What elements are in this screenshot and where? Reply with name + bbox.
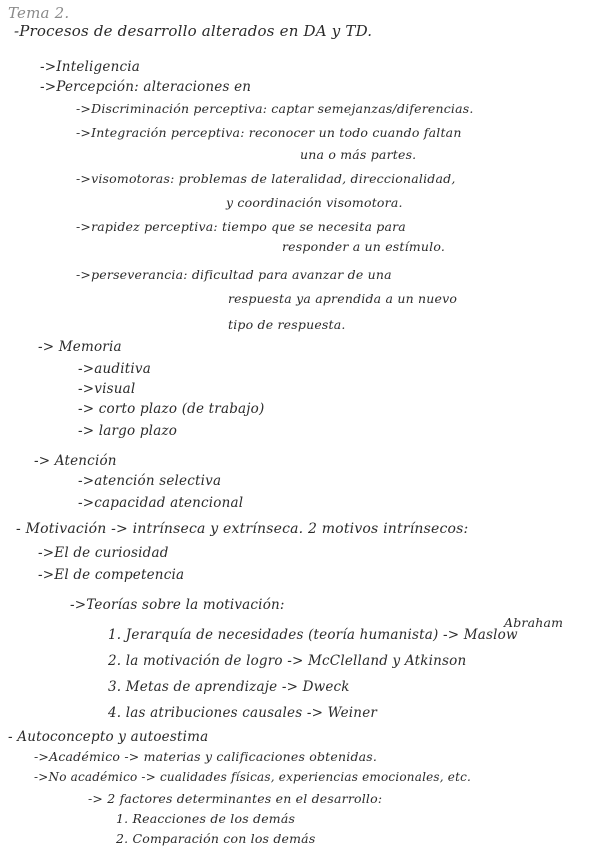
item-memoria: -> Memoria: [38, 339, 122, 355]
atencion-selectiva: ->atención selectiva: [78, 473, 222, 489]
memoria-corto-plazo: -> corto plazo (de trabajo): [78, 401, 265, 417]
maslow-first-name: Abraham: [504, 615, 564, 630]
teoria-weiner: 4. las atribuciones causales -> Weiner: [108, 705, 378, 721]
autoconcepto-no-academico: ->No académico -> cualidades físicas, experiencias emocionales, etc.: [34, 770, 472, 784]
subitem-visomotoras: ->visomotoras: problemas de lateralidad, direccionalidad,: [76, 171, 456, 186]
heading-motivacion: - Motivación -> intrínseca y extrínseca. 2 motivos intrínsecos:: [16, 521, 469, 537]
teoria-maslow: 1. Jerarquía de necesidades (teoría humanista) -> Maslow: [108, 627, 518, 643]
factor-reacciones: 1. Reacciones de los demás: [116, 811, 296, 826]
motivo-curiosidad: ->El de curiosidad: [38, 545, 169, 561]
teoria-dweck: 3. Metas de aprendizaje -> Dweck: [108, 679, 350, 695]
autoconcepto-academico: ->Académico -> materias y calificaciones obtenidas.: [34, 749, 378, 764]
item-percepcion: ->Percepción: alteraciones en: [40, 79, 252, 95]
subitem-rapidez-cont: responder a un estímulo.: [282, 239, 446, 254]
subitem-perseverancia-cont: respuesta ya aprendida a un nuevo: [228, 291, 458, 306]
motivo-competencia: ->El de competencia: [38, 567, 185, 583]
subitem-integracion-cont: una o más partes.: [300, 147, 417, 162]
memoria-largo-plazo: -> largo plazo: [78, 423, 178, 439]
factor-comparacion: 2. Comparación con los demás: [116, 831, 316, 846]
subitem-visomotoras-cont: y coordinación visomotora.: [226, 195, 403, 210]
memoria-visual: ->visual: [78, 381, 136, 397]
memoria-auditiva: ->auditiva: [78, 361, 151, 377]
item-atencion: -> Atención: [34, 453, 117, 469]
teoria-mcclelland: 2. la motivación de logro -> McClelland y Atkinson: [108, 653, 467, 669]
subitem-discriminacion: ->Discriminación perceptiva: captar semejanzas/diferencias.: [76, 101, 474, 116]
heading-procesos: -Procesos de desarrollo alterados en DA y TD.: [14, 22, 373, 40]
subitem-integracion: ->Integración perceptiva: reconocer un todo cuando faltan: [76, 125, 462, 140]
page-title: Tema 2.: [8, 4, 70, 22]
factores-determinantes: -> 2 factores determinantes en el desarrollo:: [88, 791, 383, 806]
subitem-perseverancia: ->perseverancia: dificultad para avanzar de una: [76, 267, 392, 282]
teorias-motivacion: ->Teorías sobre la motivación:: [70, 597, 285, 613]
subitem-rapidez: ->rapidez perceptiva: tiempo que se necesita para: [76, 219, 406, 234]
capacidad-atencional: ->capacidad atencional: [78, 495, 244, 511]
heading-autoconcepto: - Autoconcepto y autoestima: [8, 729, 209, 745]
item-inteligencia: ->Inteligencia: [40, 59, 141, 75]
subitem-perseverancia-cont2: tipo de respuesta.: [228, 317, 346, 332]
